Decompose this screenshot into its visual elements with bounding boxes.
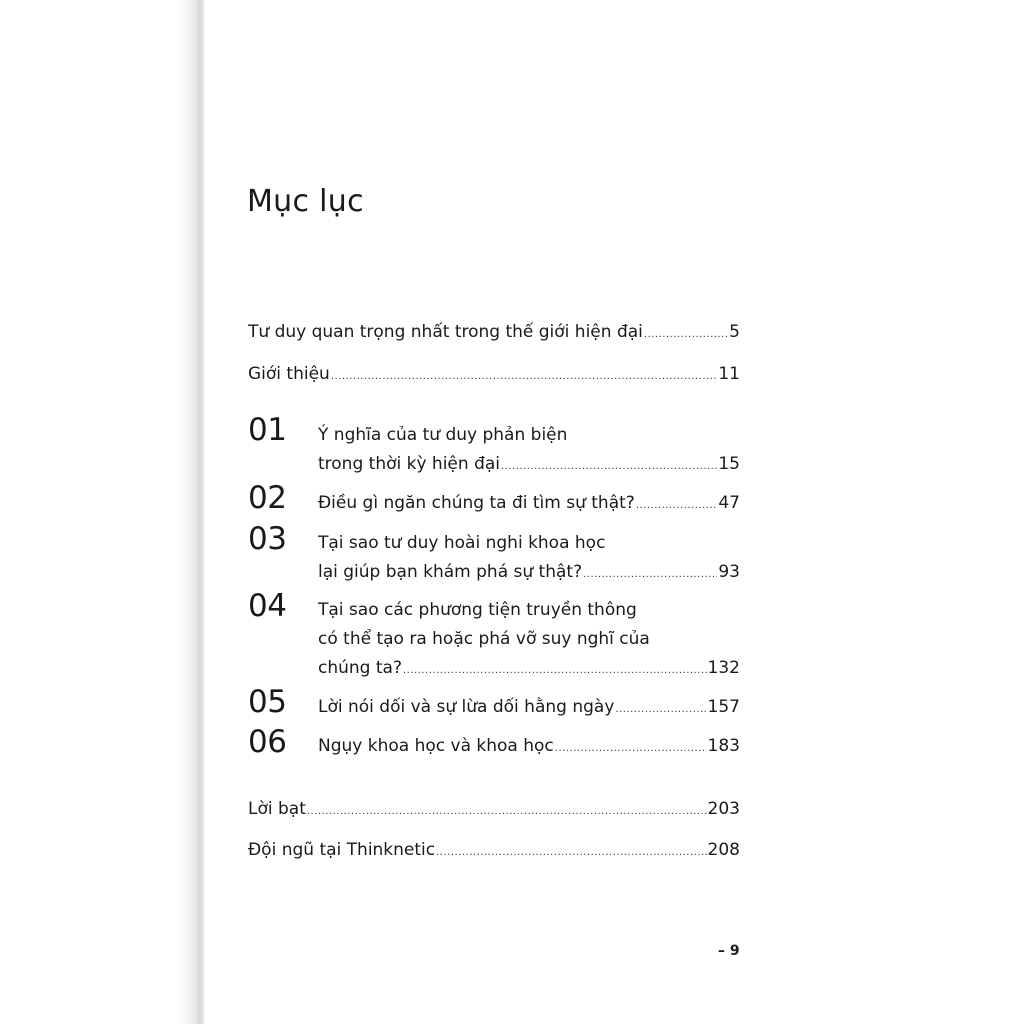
toc-entry-text: Lời nói dối và sự lừa dối hằng ngày (318, 697, 615, 717)
leader-dots (307, 800, 707, 824)
chapter-number-02: 02 (248, 480, 287, 516)
toc-entry-page: 93 (718, 562, 740, 582)
toc-entry-foreword (248, 320, 740, 347)
toc-entry-page: 11 (718, 364, 740, 384)
leader-dots (555, 737, 707, 761)
chapter-number-03: 03 (248, 521, 287, 557)
toc-entry-page: 208 (707, 840, 740, 860)
toc-entry-text: Giới thiệu (248, 364, 330, 384)
toc-entry-page: 203 (707, 799, 740, 819)
chapter-number-05: 05 (248, 684, 287, 720)
toc-entry-chapter-03 (318, 560, 740, 587)
chapter-title-line: Tại sao các phương tiện truyền thông (318, 600, 637, 620)
leader-dots (403, 659, 707, 683)
leader-dots (644, 323, 728, 347)
toc-entry-afterword (248, 797, 740, 824)
toc-entry-page: 132 (707, 658, 740, 678)
toc-entry-page: 15 (718, 454, 740, 474)
leader-dots (615, 698, 706, 722)
toc-entry-page: 183 (707, 736, 740, 756)
toc-entry-page: 5 (729, 322, 740, 342)
toc-entry-text: Ngụy khoa học và khoa học (318, 736, 554, 756)
chapter-title-line: Tại sao tư duy hoài nghi khoa học (318, 533, 606, 553)
toc-entry-chapter-04 (318, 656, 740, 683)
leader-dots (501, 455, 717, 479)
toc-entry-chapter-05 (318, 695, 740, 722)
toc-entry-chapter-02 (318, 491, 740, 518)
toc-entry-page: 47 (718, 493, 740, 513)
leader-dots (636, 494, 718, 518)
toc-entry-chapter-06 (318, 734, 740, 761)
toc-entry-text: trong thời kỳ hiện đại (318, 454, 500, 474)
toc-entry-text: Điều gì ngăn chúng ta đi tìm sự thật? (318, 493, 635, 513)
page-title: Mục lục (247, 184, 364, 219)
chapter-number-04: 04 (248, 588, 287, 624)
leader-dots (436, 841, 706, 865)
leader-dots (331, 365, 718, 389)
leader-dots (583, 563, 717, 587)
book-spine-shadow (0, 0, 205, 1024)
toc-entry-text: chúng ta? (318, 658, 402, 678)
chapter-number-06: 06 (248, 724, 287, 760)
toc-entry-introduction (248, 362, 740, 389)
toc-entry-page: 157 (707, 697, 740, 717)
chapter-title-line: Ý nghĩa của tư duy phản biện (318, 425, 568, 445)
toc-entry-text: Đội ngũ tại Thinknetic (248, 840, 436, 860)
toc-entry-text: lại giúp bạn khám phá sự thật? (318, 562, 583, 582)
chapter-title-line: có thể tạo ra hoặc phá vỡ suy nghĩ của (318, 629, 650, 649)
toc-entry-text: Tư duy quan trọng nhất trong thế giới hiện đại (248, 322, 643, 342)
chapter-number-01: 01 (248, 412, 287, 448)
toc-entry-chapter-01 (318, 452, 740, 479)
toc-entry-text: Lời bạt (248, 799, 306, 819)
page-number: – 9 (718, 943, 740, 959)
toc-entry-team (248, 838, 740, 865)
